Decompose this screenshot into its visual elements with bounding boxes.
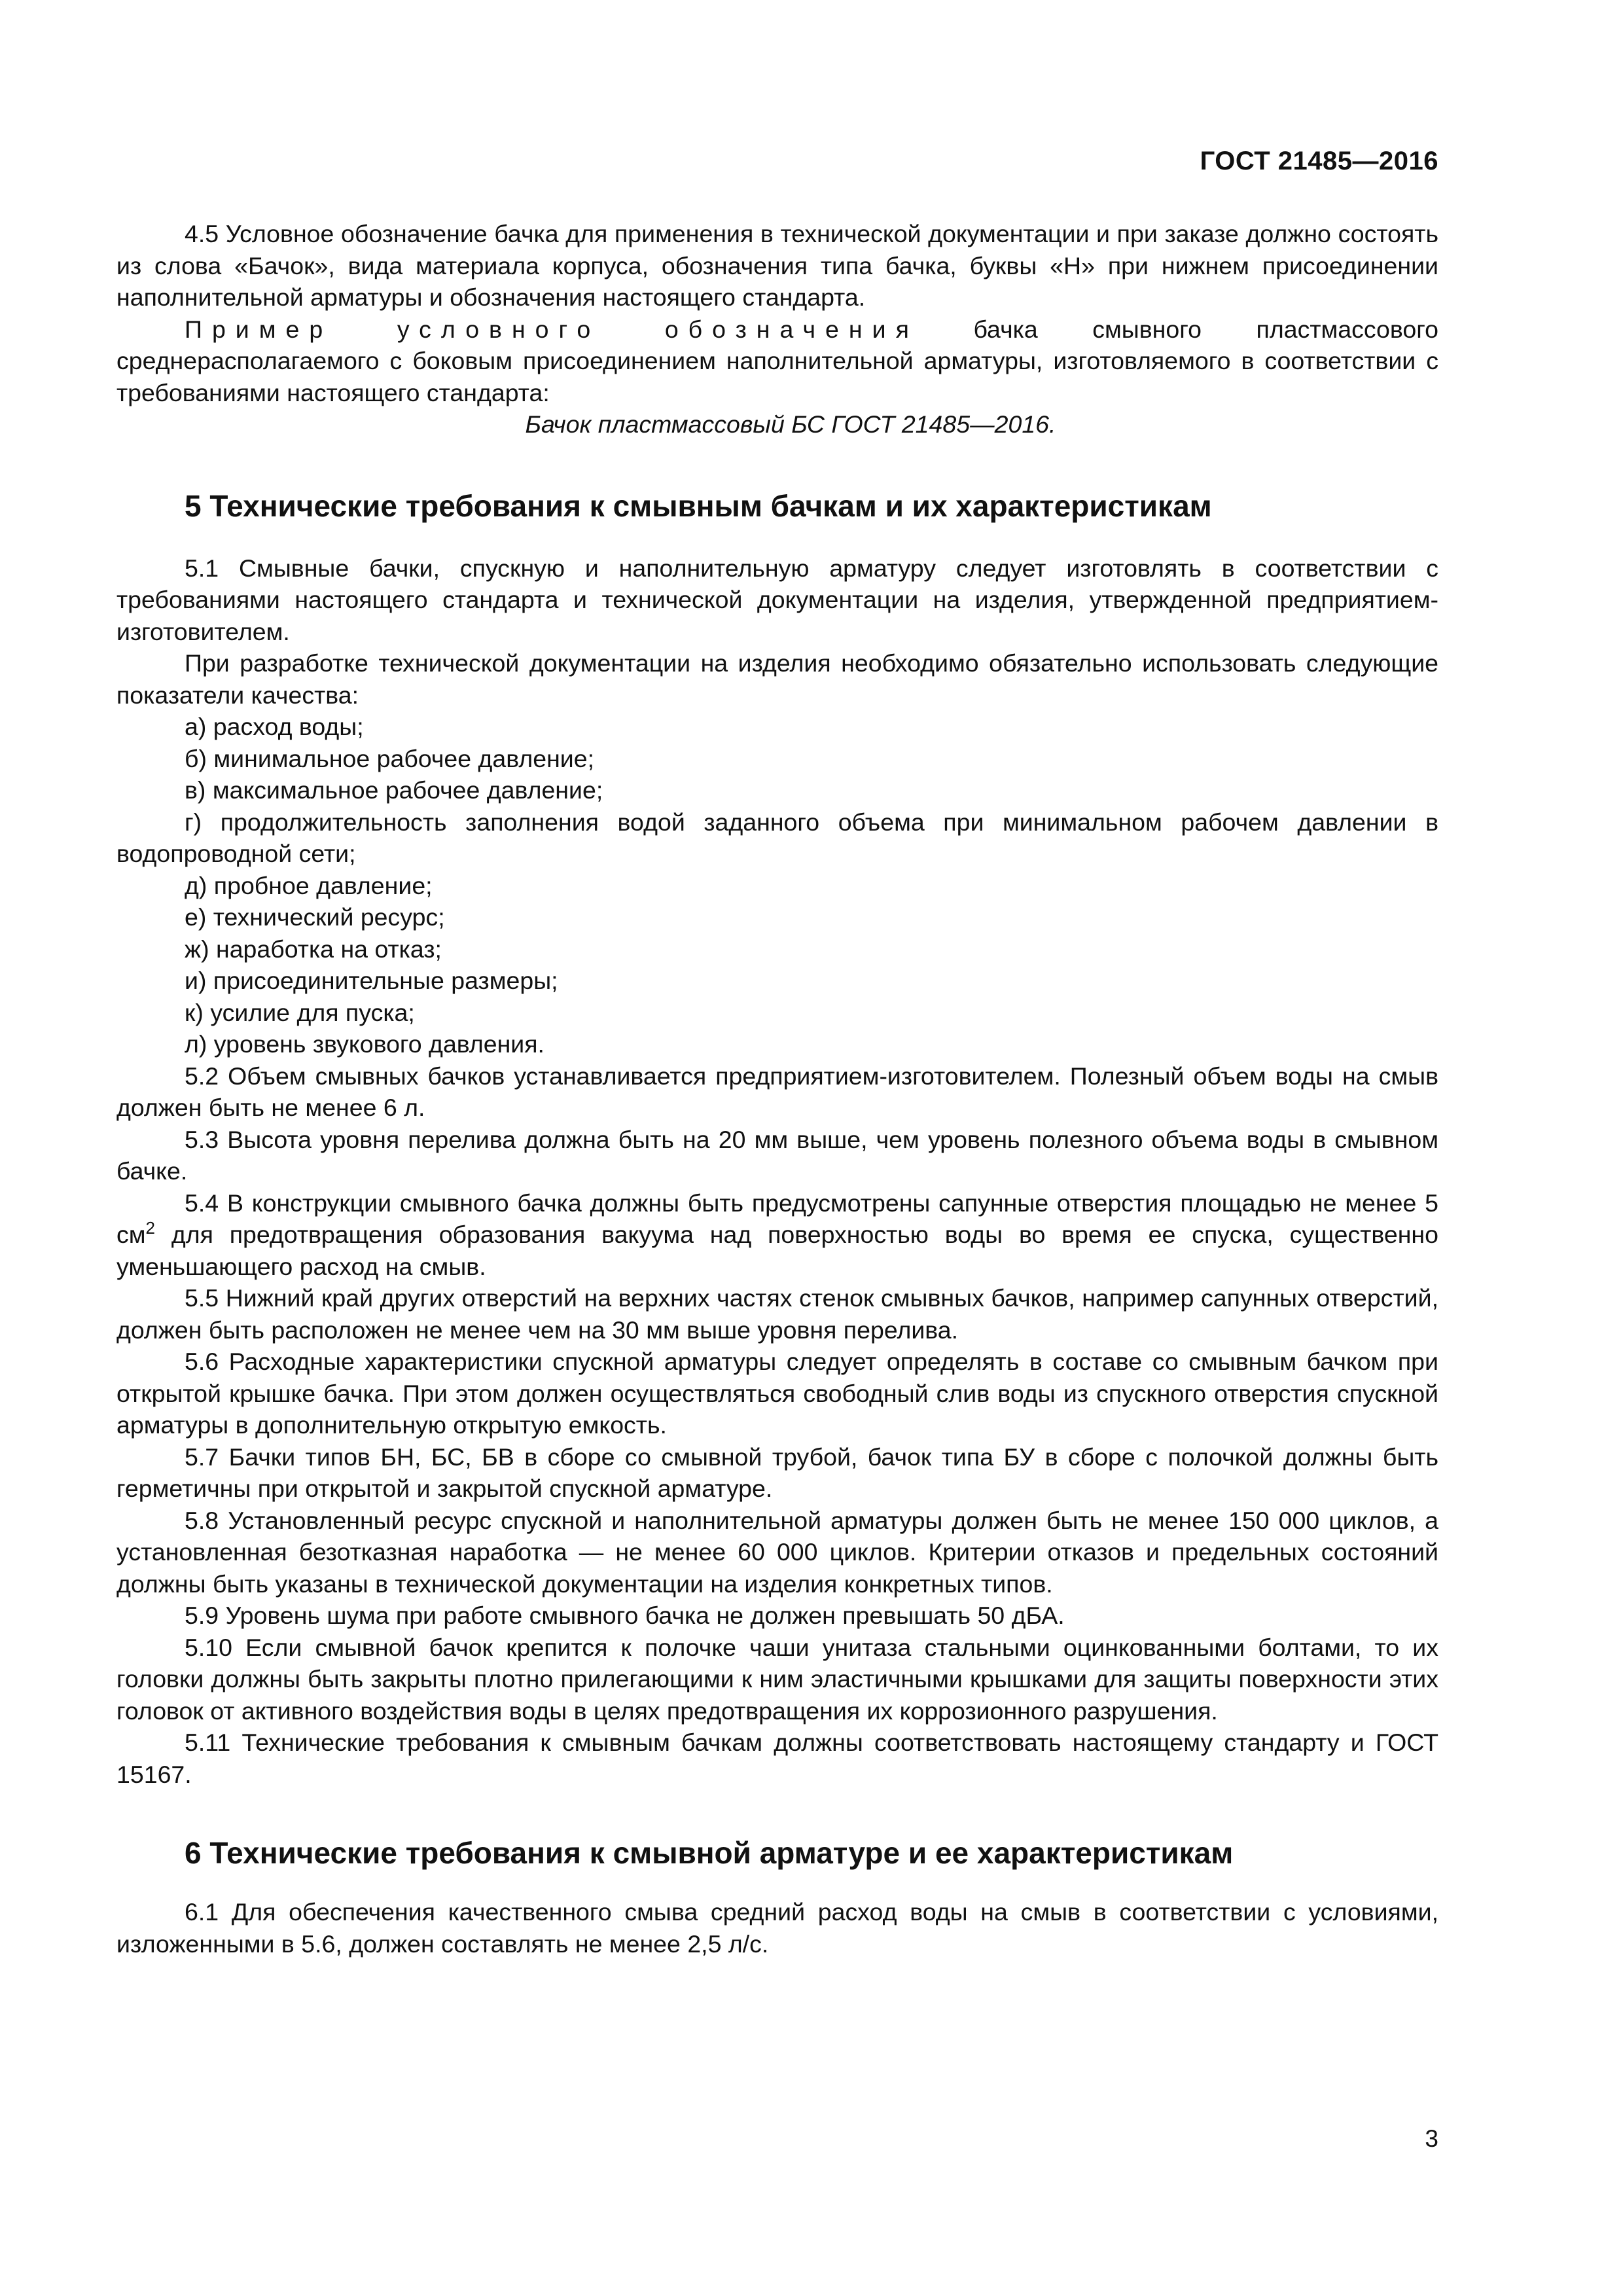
clause-5-5: 5.5 Нижний край других отверстий на верхних частях стенок смывных бачков, например сапунных отверстий, должен быть расположен не менее чем на 30 мм выше уровня перелива. — [116, 1284, 1438, 1344]
section-6-heading: 6 Технические требования к смывной арматуре и ее характеристикам — [185, 1836, 1234, 1870]
clause-5-10: 5.10 Если смывной бачок крепится к полочке чаши унитаза стальными оцинкованными болтами, то их головки должны быть закрыты плотно прилегающими к ним эластичными крышками для защиты поверхности этих головок от активного воздействия воды в целях предотвращения их коррозионного разрушения. — [116, 1633, 1438, 1725]
clause-5-4-part-a: 5.4 В конструкции смывного бачка должны быть предусмотрены сапунные отверстия площадью не менее 5 см — [116, 1189, 1438, 1248]
example-label: Пример условного обозначения — [185, 315, 919, 343]
clause-5-11: 5.11 Технические требования к смывным бачкам должны соответствовать настоящему стандарту и ГОСТ 15167. — [116, 1729, 1438, 1788]
clause-5-1: 5.1 Смывные бачки, спускную и наполнительную арматуру следует изготовлять в соответствии с требованиями настоящего стандарта и технической документации на изделия, утвержденной предприятием-изготовителем. — [116, 554, 1438, 645]
example-text: бачка смывного пластмассового среднерасполагаемого с боковым присоединением наполнительной арматуры, изготовляемого в соответствии с требованиями настоящего стандарта: — [116, 315, 1438, 406]
clause-4-5-example — [116, 314, 1438, 409]
list-item-e: е) технический ресурс; — [185, 903, 445, 931]
section-5-heading: 5 Технические требования к смывным бачкам и их характеристикам — [185, 488, 1212, 523]
list-item-l: л) уровень звукового давления. — [185, 1030, 544, 1058]
page-number: 3 — [1425, 2125, 1438, 2152]
example-designation: Бачок пластмассовый БС ГОСТ 21485—2016. — [525, 410, 1056, 438]
clause-5-8: 5.8 Установленный ресурс спускной и наполнительной арматуры должен быть не менее 150 000 циклов, а установленная безотказная наработка — не менее 60 000 циклов. Критерии отказов и предельных состояний должны быть указаны в технической документации на изделия конкретных типов. — [116, 1506, 1438, 1598]
clause-5-7: 5.7 Бачки типов БН, БС, БВ в сборе со смывной трубой, бачок типа БУ в сборе с полочкой должны быть герметичны при открытой и закрытой спускной арматуре. — [116, 1443, 1438, 1502]
list-item-zh: ж) наработка на отказ; — [185, 935, 442, 963]
list-item-k: к) усилие для пуска; — [185, 998, 415, 1026]
list-item-a: а) расход воды; — [185, 713, 364, 740]
clause-5-9: 5.9 Уровень шума при работе смывного бачка не должен превышать 50 дБА. — [185, 1602, 1065, 1629]
clause-5-3: 5.3 Высота уровня перелива должна быть на 20 мм выше, чем уровень полезного объема воды в смывном бачке. — [116, 1125, 1438, 1185]
list-item-v: в) максимальное рабочее давление; — [185, 776, 603, 804]
list-item-b: б) минимальное рабочее давление; — [185, 744, 595, 772]
list-item-g: г) продолжительность заполнения водой заданного объема при минимальном рабочем давлении в водопроводной сети; — [116, 808, 1438, 867]
clause-6-1: 6.1 Для обеспечения качественного смыва средний расход воды на смыв в соответствии с условиями, изложенными в 5.6, должен составлять не менее 2,5 л/с. — [116, 1898, 1438, 1958]
clause-5-4-part-b: для предотвращения образования вакуума над поверхностью воды во время ее спуска, существенно уменьшающего расход на смыв. — [116, 1221, 1438, 1280]
list-item-d: д) пробное давление; — [185, 871, 433, 899]
standard-designation-header: ГОСТ 21485—2016 — [1200, 147, 1438, 175]
list-item-i: и) присоединительные размеры; — [185, 967, 558, 994]
clause-5-4 — [116, 1187, 1438, 1283]
clause-5-6: 5.6 Расходные характеристики спускной арматуры следует определять в составе со смывным бачком при открытой крышке бачка. При этом должен осуществляться свободный слив воды из спускного отверстия спускной арматуры в дополнительную открытую емкость. — [116, 1348, 1438, 1439]
clause-4-5: 4.5 Условное обозначение бачка для применения в технической документации и при заказе должно состоять из слова «Бачок», вида материала корпуса, обозначения типа бачка, буквы «Н» при нижнем присоединении наполнительной арматуры и обозначения настоящего стандарта. — [116, 220, 1438, 311]
document-body — [116, 218, 1438, 1960]
clause-5-2: 5.2 Объем смывных бачков устанавливается предприятием-изготовителем. Полезный объем воды на смыв должен быть не менее 6 л. — [116, 1062, 1438, 1121]
superscript-square: 2 — [145, 1218, 155, 1238]
clause-5-1-intro: При разработке технической документации на изделия необходимо обязательно использовать следующие показатели качества: — [116, 649, 1438, 709]
